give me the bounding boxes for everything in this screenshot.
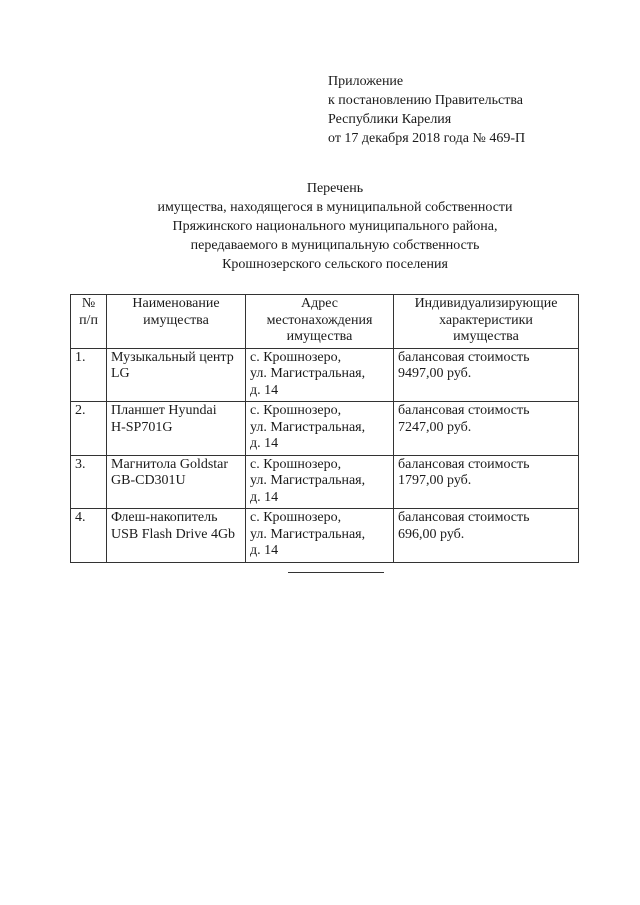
title-line: имущества, находящегося в муниципальной собственности (157, 200, 513, 215)
cell-line: Магнитола Goldstar (111, 456, 229, 472)
cell-name (107, 348, 246, 402)
cell-address (246, 348, 394, 402)
title-line: Пряжинского национального муниципального района, (172, 219, 498, 234)
cell-line: ул. Магистральная, (250, 473, 366, 488)
cell-line: с. Крошнозеро, (250, 403, 342, 418)
title-line: Перечень (306, 181, 364, 196)
table-row (71, 509, 579, 563)
header-line: Наименование (132, 296, 220, 311)
cell-characteristics (394, 402, 579, 456)
appendix-line: от 17 декабря 2018 года № 469-П (328, 131, 526, 146)
cell-line: 9497,00 руб. (398, 366, 472, 381)
header-line: имущества (143, 312, 209, 328)
cell-line: с. Крошнозеро, (250, 456, 342, 472)
header-number (71, 295, 107, 349)
cell-line: 1797,00 руб. (398, 473, 472, 488)
cell-line: 7247,00 руб. (398, 419, 472, 435)
cell-line: Планшет Hyundai (111, 403, 217, 418)
cell-line: д. 14 (250, 543, 279, 558)
cell-line: ул. Магистральная, (250, 366, 366, 381)
cell-line: Флеш-накопитель (111, 510, 218, 525)
cell-name (107, 402, 246, 456)
cell-line: с. Крошнозеро, (250, 349, 342, 365)
cell-line: USB Flash Drive 4Gb (111, 526, 236, 542)
cell-line: H-SP701G (111, 419, 173, 435)
cell-line: д. 14 (250, 382, 279, 398)
table-row (71, 402, 579, 456)
cell-line: Музыкальный центр (111, 349, 234, 365)
cell-line: GB-CD301U (111, 473, 186, 488)
cell-address (246, 455, 394, 509)
cell-characteristics (394, 348, 579, 402)
header-characteristics (394, 295, 579, 349)
cell-number: 2. (71, 402, 107, 456)
cell-number: 3. (71, 455, 107, 509)
cell-line: ул. Магистральная, (250, 419, 366, 435)
cell-name (107, 509, 246, 563)
cell-number: 4. (71, 509, 107, 563)
cell-address (246, 509, 394, 563)
header-address (246, 295, 394, 349)
closing-separator-line (288, 572, 384, 573)
cell-address (246, 402, 394, 456)
cell-characteristics (394, 455, 579, 509)
appendix-header (328, 72, 525, 148)
header-line: Индивидуализирующие (414, 296, 558, 311)
cell-characteristics (394, 509, 579, 563)
appendix-line: к постановлению Правительства (328, 93, 524, 108)
table-row (71, 455, 579, 509)
cell-line: с. Крошнозеро, (250, 510, 342, 525)
header-line: местонахождения (266, 312, 373, 328)
header-name (107, 295, 246, 349)
cell-line: балансовая стоимость (398, 510, 530, 525)
cell-line: ул. Магистральная, (250, 526, 366, 542)
header-line: п/п (79, 312, 98, 328)
appendix-line: Приложение (328, 74, 404, 89)
cell-name (107, 455, 246, 509)
header-line: характеристики (439, 312, 533, 328)
header-line: имущества (453, 329, 519, 344)
cell-line: балансовая стоимость (398, 403, 530, 418)
cell-number: 1. (71, 348, 107, 402)
header-line: № (81, 296, 96, 311)
document-title (0, 179, 640, 274)
cell-line: д. 14 (250, 489, 279, 505)
cell-line: д. 14 (250, 436, 279, 451)
cell-line: балансовая стоимость (398, 456, 530, 472)
header-line: Адрес (300, 296, 338, 311)
cell-line: балансовая стоимость (398, 349, 530, 365)
cell-line: 696,00 руб. (398, 526, 465, 542)
appendix-line: Республики Карелия (328, 112, 452, 127)
property-table (70, 294, 579, 563)
table-header-row (71, 295, 579, 349)
title-line: передаваемого в муниципальную собственность (190, 238, 480, 253)
title-line: Крошнозерского сельского поселения (222, 257, 448, 272)
cell-line: LG (111, 366, 130, 381)
header-line: имущества (286, 329, 353, 344)
table-row (71, 348, 579, 402)
